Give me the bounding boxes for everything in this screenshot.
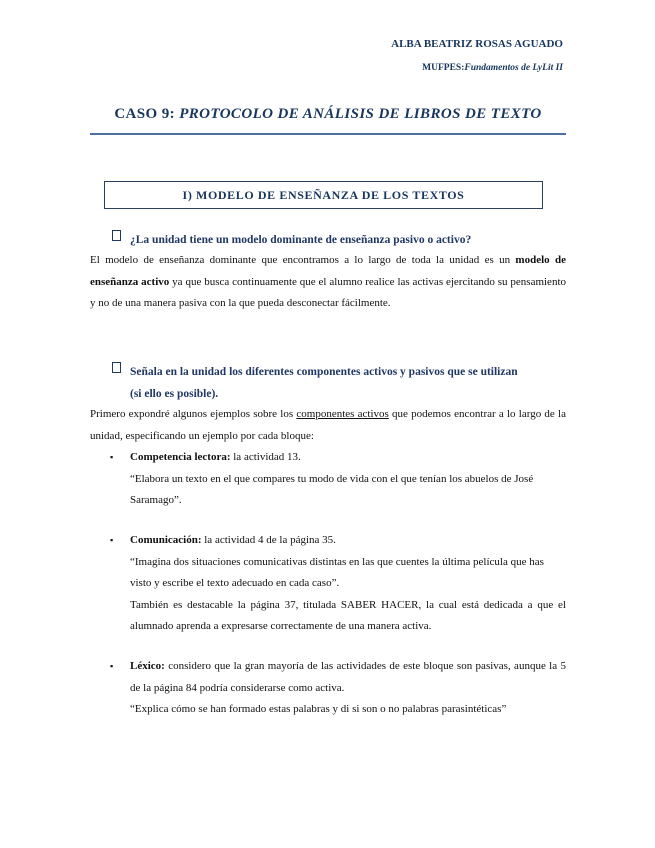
bullet-line (110, 447, 566, 469)
bullet-line (110, 530, 566, 552)
question-2-line-2: (si ello es posible). (130, 388, 219, 400)
bullet-item-comunicacion (110, 530, 566, 638)
checkbox-icon (112, 362, 121, 373)
bullet-item-lexico (110, 656, 566, 721)
paragraph-1 (90, 250, 566, 315)
bullet-icon: ▪ (110, 452, 114, 462)
question-2 (112, 361, 566, 405)
bullet-quote: “Explica cómo se han formado estas palabras y di si son o no palabras parasintéticas” (130, 703, 507, 715)
header-course (422, 63, 563, 73)
checkbox-icon (112, 230, 121, 241)
bullet-icon: ▪ (110, 535, 114, 545)
course-name: Fundamentos de LyLit II (464, 63, 563, 73)
paragraph-1-before: El modelo de enseñanza dominante que encontramos a lo largo de toda la unidad es un (90, 254, 516, 266)
bullet-line (110, 656, 566, 699)
paragraph-1-bold: modelo de enseñanza activo (90, 254, 566, 288)
case-title-text: PROTOCOLO DE ANÁLISIS DE LIBROS DE TEXTO (179, 106, 542, 122)
bullet-extra: También es destacable la página 37, titulada SABER HACER, la cual está dedicada a que el alumnado aprenda a expresarse correctamente de una manera activa. (130, 598, 566, 632)
bullet-label: Competencia lectora: (130, 451, 231, 463)
paragraph-1-after: ya que busca continuamente que el alumno realice las activas ejercitando su pensamiento y no de una manera pasiva con la que pueda desconectar fácilmente. (90, 275, 566, 309)
paragraph-2-after: que podemos encontrar a lo largo de la unidad, especificando un ejemplo por cada bloque: (90, 408, 566, 442)
bullet-quote: “Elabora un texto en el que compares tu modo de vida con el que tenían los abuelos de José Saramago”. (130, 472, 534, 506)
course-prefix: MUFPES: (422, 63, 465, 73)
case-prefix: CASO 9: (114, 106, 180, 122)
bullet-icon: ▪ (110, 661, 114, 671)
question-1-text: ¿La unidad tiene un modelo dominante de enseñanza pasivo o activo? (130, 234, 472, 246)
paragraph-2 (90, 404, 566, 447)
bullet-text: considero que la gran mayoría de las actividades de este bloque son pasivas, aunque la 5 de la página 84 podría considerarse como activa. (130, 660, 566, 694)
bullet-label: Léxico: (130, 660, 165, 672)
bullet-text: la actividad 4 de la página 35. (201, 534, 336, 546)
section-title-box: I) MODELO DE ENSEÑANZA DE LOS TEXTOS (104, 181, 543, 209)
case-title (90, 106, 566, 123)
question-2-line-1: Señala en la unidad los diferentes componentes activos y pasivos que se utilizan (130, 366, 518, 378)
paragraph-2-before: Primero expondré algunos ejemplos sobre los (90, 408, 297, 420)
question-1 (112, 229, 471, 251)
bullet-quote: “Imagina dos situaciones comunicativas distintas en las que cuentes la última película que has visto y escribe el texto adecuado en cada caso”. (130, 555, 544, 589)
bullet-text: la actividad 13. (230, 451, 301, 463)
header-author: ALBA BEATRIZ ROSAS AGUADO (391, 38, 563, 50)
bullet-item-competencia (110, 447, 566, 512)
paragraph-2-underlined: componentes activos (296, 408, 389, 420)
title-rule (90, 133, 566, 135)
bullet-label: Comunicación: (130, 534, 202, 546)
